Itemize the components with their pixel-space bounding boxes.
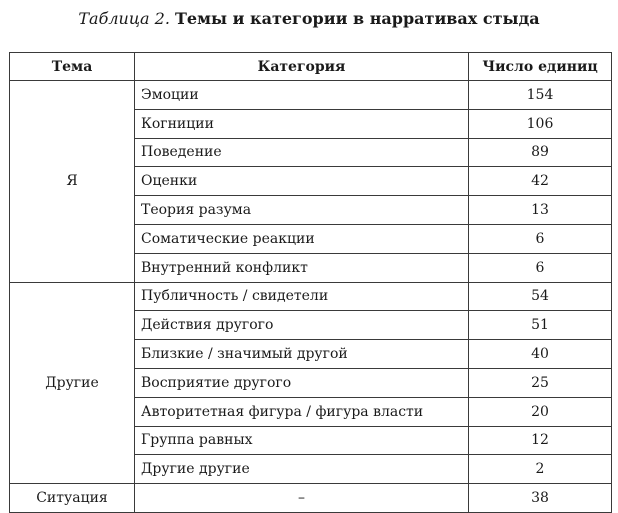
theme-cell-self: Я bbox=[10, 81, 135, 283]
column-header-category: Категория bbox=[135, 53, 469, 81]
count-cell: 12 bbox=[469, 426, 612, 455]
category-cell: Эмоции bbox=[135, 81, 469, 110]
category-cell: Теория разума bbox=[135, 196, 469, 225]
count-cell: 6 bbox=[469, 253, 612, 282]
column-header-theme: Тема bbox=[10, 53, 135, 81]
category-cell: Соматические реакции bbox=[135, 224, 469, 253]
caption-title: Темы и категории в нарративах стыда bbox=[175, 9, 540, 28]
theme-cell-situation: Ситуация bbox=[10, 484, 135, 513]
themes-table bbox=[9, 52, 612, 513]
caption-prefix: Таблица 2. bbox=[78, 9, 170, 28]
table-caption bbox=[0, 9, 618, 29]
category-cell: – bbox=[135, 484, 469, 513]
category-cell: Публичность / свидетели bbox=[135, 282, 469, 311]
category-cell: Оценки bbox=[135, 167, 469, 196]
category-cell: Другие другие bbox=[135, 455, 469, 484]
count-cell: 54 bbox=[469, 282, 612, 311]
table-header-row bbox=[10, 53, 612, 81]
table-row bbox=[10, 484, 612, 513]
category-cell: Внутренний конфликт bbox=[135, 253, 469, 282]
count-cell: 106 bbox=[469, 109, 612, 138]
count-cell: 2 bbox=[469, 455, 612, 484]
category-cell: Группа равных bbox=[135, 426, 469, 455]
table-row bbox=[10, 81, 612, 110]
count-cell: 13 bbox=[469, 196, 612, 225]
table-row bbox=[10, 282, 612, 311]
category-cell: Поведение bbox=[135, 138, 469, 167]
category-cell: Восприятие другого bbox=[135, 368, 469, 397]
count-cell: 20 bbox=[469, 397, 612, 426]
count-cell: 89 bbox=[469, 138, 612, 167]
category-cell: Близкие / значимый другой bbox=[135, 340, 469, 369]
count-cell: 42 bbox=[469, 167, 612, 196]
count-cell: 154 bbox=[469, 81, 612, 110]
category-cell: Когниции bbox=[135, 109, 469, 138]
theme-cell-others: Другие bbox=[10, 282, 135, 484]
column-header-count: Число единиц bbox=[469, 53, 612, 81]
count-cell: 25 bbox=[469, 368, 612, 397]
count-cell: 38 bbox=[469, 484, 612, 513]
category-cell: Действия другого bbox=[135, 311, 469, 340]
category-cell: Авторитетная фигура / фигура власти bbox=[135, 397, 469, 426]
count-cell: 6 bbox=[469, 224, 612, 253]
count-cell: 51 bbox=[469, 311, 612, 340]
count-cell: 40 bbox=[469, 340, 612, 369]
